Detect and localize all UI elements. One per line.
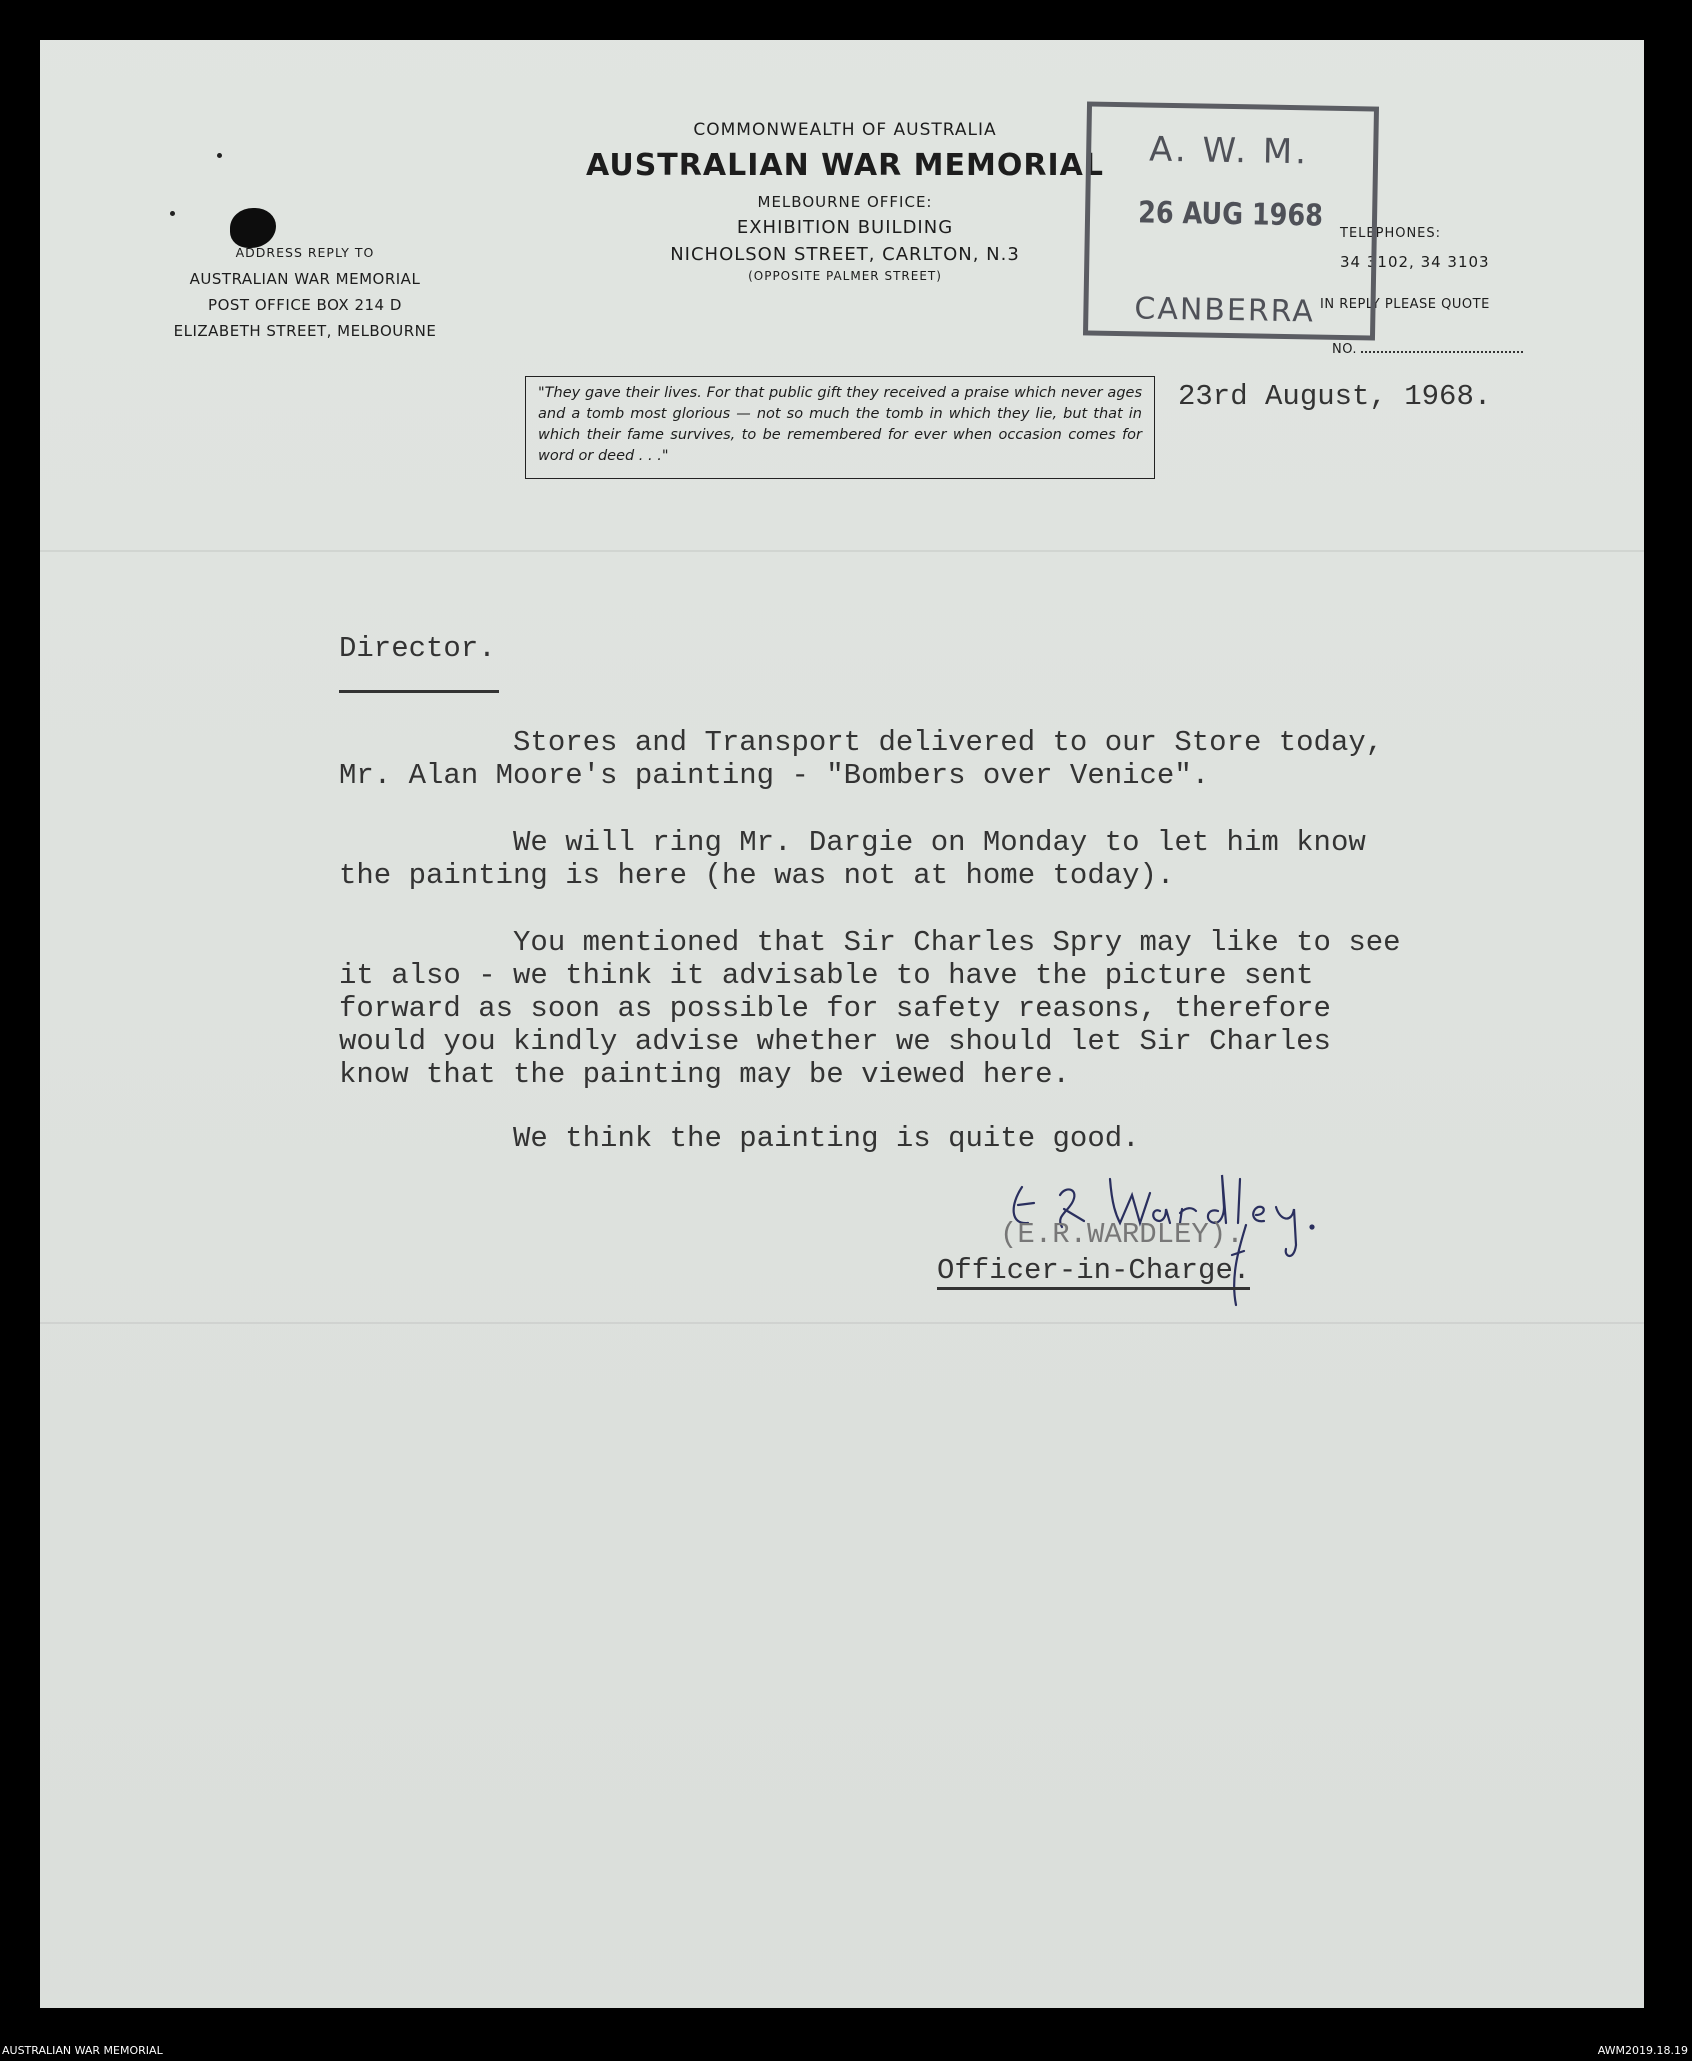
address-line: ELIZABETH STREET, MELBOURNE [173,322,437,340]
street-address: NICHOLSON STREET, CARLTON, N.3 [670,244,1020,265]
reference-number-field [1332,342,1532,357]
received-stamp [1083,101,1379,340]
ink-speck [217,153,222,158]
commonwealth-heading: COMMONWEALTH OF AUSTRALIA [693,120,997,140]
building-name: EXHIBITION BUILDING [736,217,954,238]
telephone-numbers: 34 3102, 34 3103 [1340,253,1490,271]
reference-number-label: NO. [1332,342,1358,357]
address-reply-label: ADDRESS REPLY TO [235,245,375,260]
signatory-title-line [937,1254,1250,1287]
dotted-line [1361,351,1523,353]
footer-institution: AUSTRALIAN WAR MEMORIAL [2,2044,163,2057]
body-paragraph: Stores and Transport delivered to our Store today, Mr. Alan Moore's painting - "Bombers over Venice". [339,726,1384,792]
memorial-quote-box: "They gave their lives. For that public gift they received a praise which never ages and a tomb most glorious — not so much the tomb in which they lie, but that in which their fame survives, to be remembered for ever when occasion comes for word or deed . . ." [525,376,1155,479]
ink-speck [170,211,175,216]
stamp-location: CANBERRA [1134,291,1316,330]
opposite-note: (OPPOSITE PALMER STREET) [748,269,942,283]
fold-line [40,550,1644,552]
body-paragraph: We think the painting is quite good. [339,1122,1140,1155]
salutation-underline [339,690,499,693]
stamp-date: 26 AUG 1968 [1137,195,1324,234]
body-paragraph: We will ring Mr. Dargie on Monday to let him know the painting is here (he was not at home today). [339,826,1366,892]
letter-date: 23rd August, 1968. [1178,380,1492,413]
footer-accession-number: AWM2019.18.19 [1597,2044,1688,2057]
fold-line [40,1322,1644,1324]
letterhead-center [530,120,1160,283]
address-line: AUSTRALIAN WAR MEMORIAL [189,270,421,288]
signatory-title: Officer-in-Charge. [937,1254,1250,1290]
office-label: MELBOURNE OFFICE: [757,193,933,211]
signatory-name: (E.R.WARDLEY). [1000,1218,1244,1251]
salutation: Director. [339,632,496,665]
body-paragraph: You mentioned that Sir Charles Spry may like to see it also - we think it advisable to have the picture sent forward as soon as possible for safety reasons, therefore would you kindly advise whether we should let Sir Charles know that the painting may be viewed here. [339,926,1401,1091]
stamp-organisation: A. W. M. [1148,129,1310,173]
address-line: POST OFFICE BOX 214 D [208,296,402,314]
reply-quote-label: IN REPLY PLEASE QUOTE [1320,297,1490,312]
telephones-label: TELEPHONES: [1340,226,1442,241]
reply-address-block [105,240,505,344]
organisation-name: AUSTRALIAN WAR MEMORIAL [586,148,1104,183]
